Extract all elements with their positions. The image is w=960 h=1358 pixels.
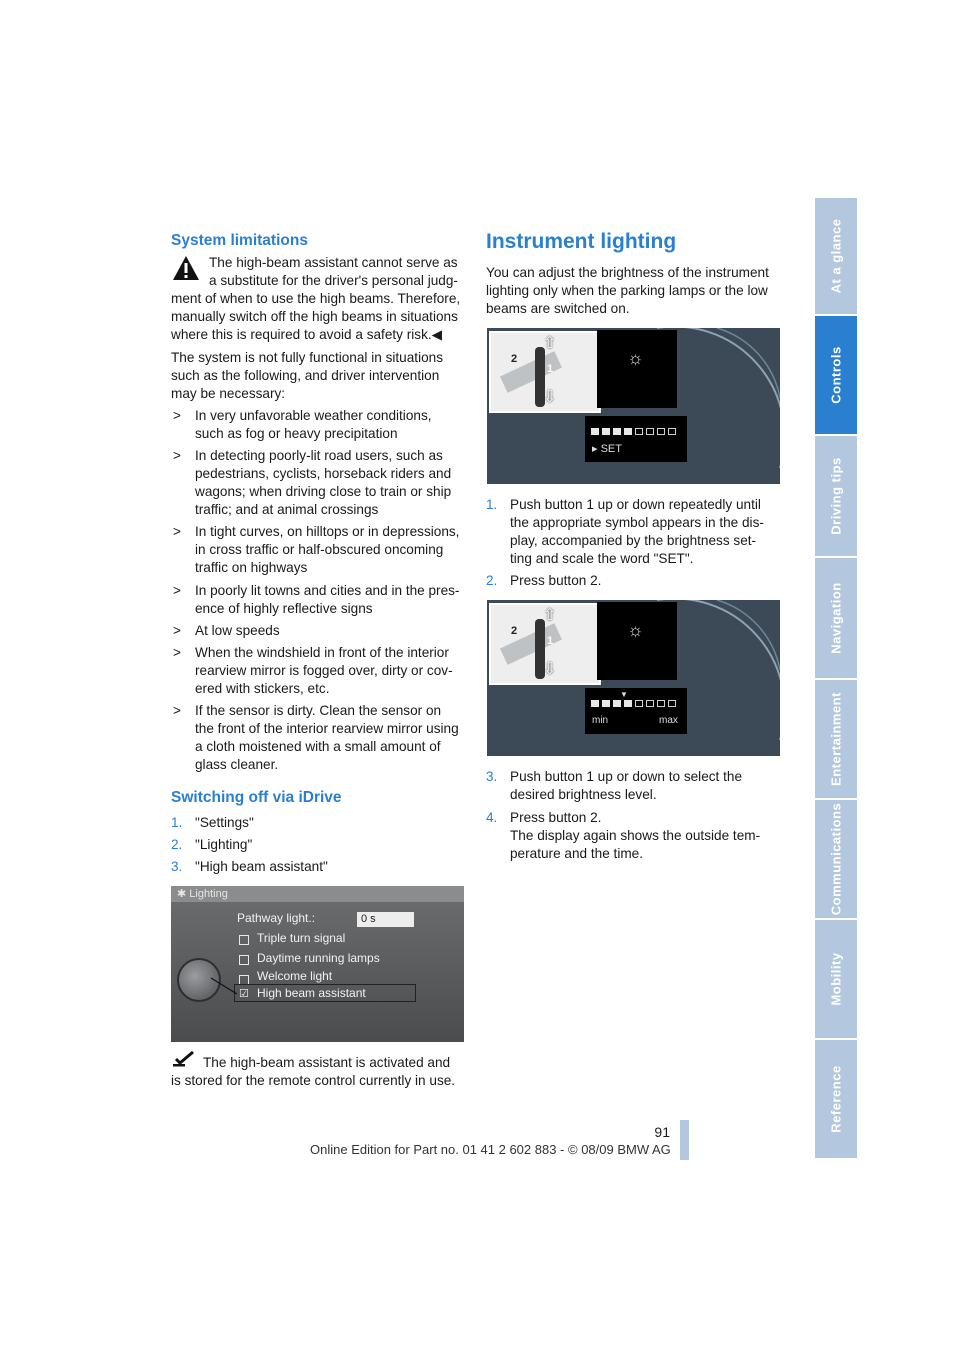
bullet-marker: > xyxy=(173,703,181,718)
warning-text-line: where this is required to avoid a safety risk.◀ xyxy=(171,327,443,342)
bullet-text: ence of highly reflective signs xyxy=(195,601,373,616)
lever-inset xyxy=(489,603,601,685)
bullet-text: rearview mirror is fogged over, dirty or cov- xyxy=(195,663,453,678)
step-number: 4. xyxy=(486,810,498,825)
tab-reference[interactable]: Reference xyxy=(815,1040,857,1160)
tab-controls[interactable]: Controls xyxy=(815,316,857,436)
brightness-symbol-icon: ☼ xyxy=(627,348,644,368)
lamp-icon: ✱ xyxy=(177,888,190,900)
brightness-symbol-icon: ☼ xyxy=(627,620,644,640)
bullet-marker: > xyxy=(173,448,181,463)
intro-line: You can adjust the brightness of the instrument xyxy=(486,265,769,280)
step-text: the appropriate symbol appears in the dis- xyxy=(510,515,764,530)
bullet-text: When the windshield in front of the interior xyxy=(195,645,449,660)
step-text: desired brightness level. xyxy=(510,787,657,802)
step-text: "Settings" xyxy=(195,815,254,830)
bullet-text: traffic on highways xyxy=(195,560,308,575)
bullet-text: a cloth moistened with a small amount of xyxy=(195,739,441,754)
bullet-text: In very unfavorable weather conditions, xyxy=(195,408,432,423)
bullet-text: pedestrians, cyclists, horseback riders and xyxy=(195,466,452,481)
tab-driving-tips[interactable]: Driving tips xyxy=(815,436,857,558)
set-label: SET xyxy=(600,443,622,455)
checkbox xyxy=(239,955,249,965)
tab-mobility[interactable]: Mobility xyxy=(815,920,857,1040)
bullet-marker: > xyxy=(173,645,181,660)
lever-inset xyxy=(489,331,601,413)
step-number: 3. xyxy=(171,859,183,874)
note-text: is stored for the remote control currently in use. xyxy=(171,1073,456,1088)
arrow-down-icon: ⇩ xyxy=(543,661,557,678)
bullet-text: traffic; and at animal crossings xyxy=(195,502,379,517)
menu-item-welcome-light: Welcome light xyxy=(257,969,333,983)
min-label: min xyxy=(592,715,609,726)
step-text: "High beam assistant" xyxy=(195,859,328,874)
step-text: play, accompanied by the brightness set- xyxy=(510,533,757,548)
step-text: perature and the time. xyxy=(510,846,643,861)
warning-text-line: a substitute for the driver's personal judg- xyxy=(209,273,458,288)
checkmark-icon xyxy=(172,1051,196,1067)
bullet-text: At low speeds xyxy=(195,623,280,638)
intro-line: The system is not fully functional in situations xyxy=(171,350,444,365)
bullet-text: ered with stickers, etc. xyxy=(195,681,330,696)
tab-entertainment[interactable]: Entertainment xyxy=(815,680,857,800)
bullet-text: In tight curves, on hilltops or in depressions, xyxy=(195,524,460,539)
warning-text-line: ment of when to use the high beams. Therefore, xyxy=(171,291,461,306)
intro-line: may be necessary: xyxy=(171,386,286,401)
chapter-tabs xyxy=(815,198,857,1160)
lighting-symbol-display xyxy=(597,330,677,408)
intro-line: lighting only when the parking lamps or the low xyxy=(486,283,768,298)
pathway-light-value: 0 s xyxy=(357,912,414,927)
idrive-lighting-screen xyxy=(171,886,464,1042)
bullet-text: In poorly lit towns and cities and in the pres- xyxy=(195,583,460,598)
step-number: 2. xyxy=(486,573,498,588)
arrow-up-icon: ⇧ xyxy=(543,607,557,624)
tab-communications[interactable]: Communications xyxy=(815,800,857,920)
step-text: ting and scale the word "SET". xyxy=(510,551,694,566)
heading-instrument-lighting: Instrument lighting xyxy=(486,230,677,253)
pathway-light-label: Pathway light.: xyxy=(237,911,316,925)
step-number: 2. xyxy=(171,837,183,852)
page-marker-bar xyxy=(680,1120,689,1160)
menu-item-daytime-lamps: Daytime running lamps xyxy=(257,951,380,965)
lever-label-1: 1 xyxy=(547,363,554,375)
checkbox xyxy=(239,935,249,945)
bullet-text: glass cleaner. xyxy=(195,757,279,772)
heading-switching-off: Switching off via iDrive xyxy=(171,789,342,806)
note-text: The high-beam assistant is activated and xyxy=(203,1055,451,1070)
bullet-text: the front of the interior rearview mirror using xyxy=(195,721,459,736)
footer-edition: Online Edition for Part no. 01 41 2 602 883 - © 08/09 BMW AG xyxy=(310,1142,671,1157)
step-number: 1. xyxy=(171,815,183,830)
heading-system-limitations: System limitations xyxy=(171,232,308,249)
step-number: 1. xyxy=(486,497,498,512)
pointer-line xyxy=(209,976,239,998)
brightness-display: ▸ SET xyxy=(585,416,687,462)
checkmark-icon: ☑ xyxy=(239,988,249,1000)
bullet-text: If the sensor is dirty. Clean the sensor on xyxy=(195,703,442,718)
step-text: Push button 1 up or down repeatedly until xyxy=(510,497,761,512)
max-label: max xyxy=(659,715,678,726)
bullet-text: such as fog or heavy precipitation xyxy=(195,426,398,441)
lever-label-2: 2 xyxy=(511,625,518,637)
level-pointer-icon: ▼ xyxy=(620,690,628,699)
bullet-marker: > xyxy=(173,524,181,539)
instrument-figure-2 xyxy=(487,600,780,756)
page-number: 91 xyxy=(654,1124,670,1140)
bullet-marker: > xyxy=(173,583,181,598)
lever-label-1: 1 xyxy=(547,635,554,647)
step-text: Press button 2. xyxy=(510,810,602,825)
step-text: The display again shows the outside tem- xyxy=(510,828,761,843)
bullet-text: wagons; when driving close to train or ship xyxy=(195,484,452,499)
warning-text-line: manually switch off the high beams in situations xyxy=(171,309,458,324)
tab-navigation[interactable]: Navigation xyxy=(815,558,857,680)
instrument-figure-1 xyxy=(487,328,780,484)
screen-header: ✱ Lighting xyxy=(177,888,228,900)
warning-icon xyxy=(172,255,200,281)
tab-at-a-glance[interactable]: At a glance xyxy=(815,198,857,316)
step-number: 3. xyxy=(486,769,498,784)
bullet-marker: > xyxy=(173,623,181,638)
warning-text-line: The high-beam assistant cannot serve as xyxy=(209,255,458,270)
step-text: "Lighting" xyxy=(195,837,253,852)
menu-item-high-beam: High beam assistant xyxy=(257,986,366,1000)
intro-line: beams are switched on. xyxy=(486,301,630,316)
intro-line: such as the following, and driver intervention xyxy=(171,368,440,383)
lighting-symbol-display xyxy=(597,602,677,680)
step-text: Push button 1 up or down to select the xyxy=(510,769,743,784)
lever-label-2: 2 xyxy=(511,353,518,365)
menu-item-triple-turn: Triple turn signal xyxy=(257,931,346,945)
bullet-marker: > xyxy=(173,408,181,423)
arrow-down-icon: ⇩ xyxy=(543,389,557,406)
brightness-scale-display xyxy=(585,688,687,734)
bullet-text: In detecting poorly-lit road users, such as xyxy=(195,448,443,463)
bullet-text: in cross traffic or half-obscured oncoming xyxy=(195,542,444,557)
arrow-up-icon: ⇧ xyxy=(543,335,557,352)
step-text: Press button 2. xyxy=(510,573,602,588)
